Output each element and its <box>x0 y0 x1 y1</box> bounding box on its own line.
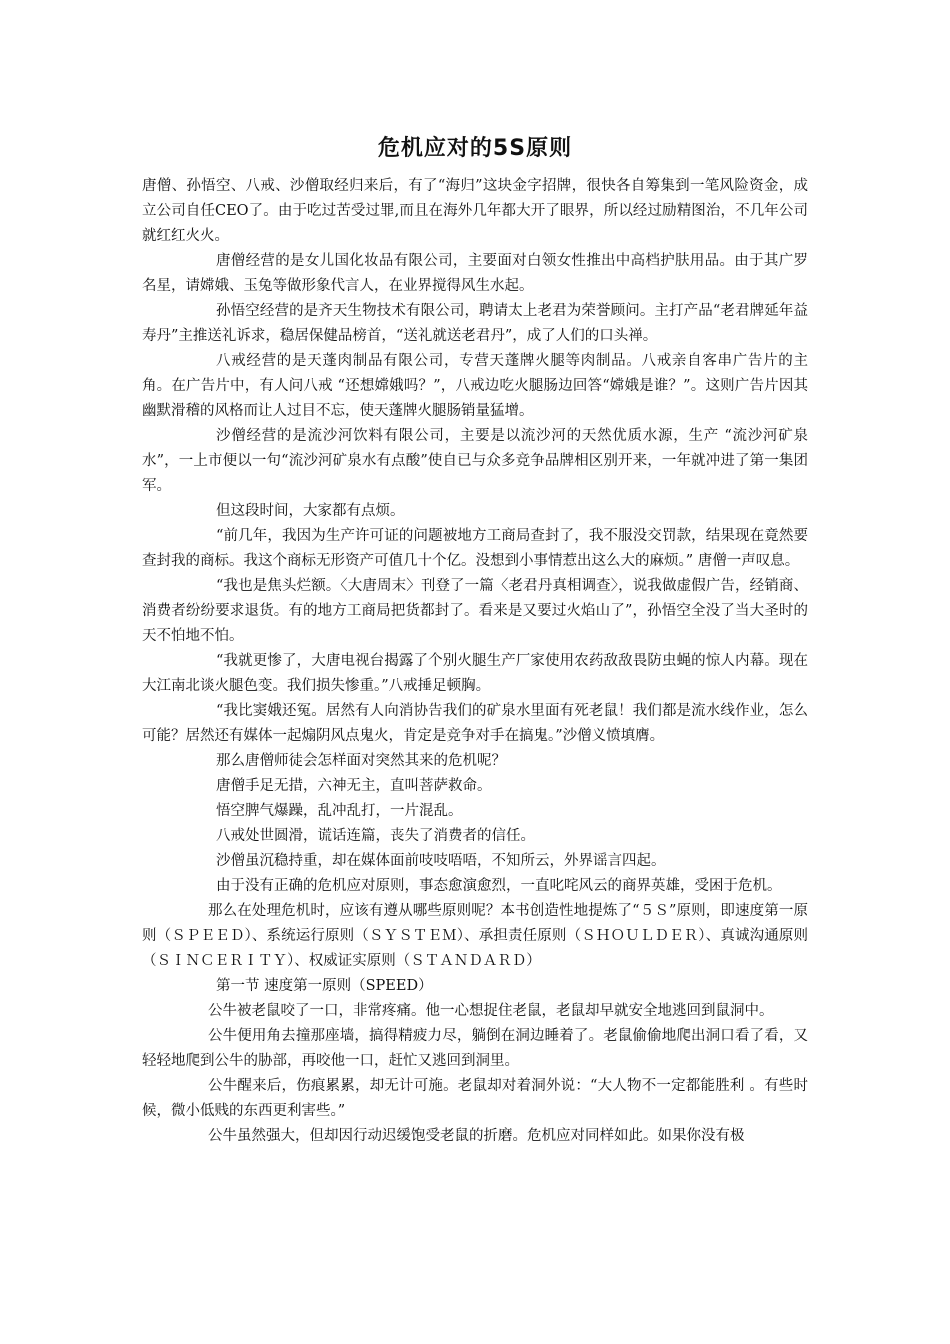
paragraph-bull-bitten: 公牛被老鼠咬了一口，非常疼痛。他一心想捉住老鼠，老鼠却早就安全地逃回到鼠洞中。 <box>208 1003 774 1019</box>
document-title: 危机应对的5S原则 <box>377 136 573 161</box>
paragraph-bull-wakes: 公牛醒来后，伤痕累累，却无计可施。老鼠却对着洞外说：“大人物不一定都能胜利 。有些时候，微小低贱的东西更利害些。” <box>142 1078 808 1119</box>
paragraph-sha-seng-company: 沙僧经营的是流沙河饮料有限公司，主要是以流沙河的天然优质水源，生产 “流沙河矿泉水”，一上市便以一句“流沙河矿泉水有点酸”使自已与众多竞争品牌相区别开来，一年就冲进了第一集团军。 <box>142 428 808 494</box>
paragraph-tang-seng-company: 唐僧经营的是女儿国化妆品有限公司，主要面对白领女性推出中高档护肤用品。由于其广罗名星，请嫦娥、玉兔等做形象代言人，在业界搅得风生水起。 <box>142 253 808 294</box>
paragraph-intro: 唐僧、孙悟空、八戒、沙僧取经归来后，有了“海归”这块金字招牌，很快各自筹集到一笔风险资金，成立公司自任CEO了。由于吃过苦受过罪,而且在海外几年都大开了眼界，所以经过励精图治，不几年公司就红红火火。 <box>142 178 808 244</box>
paragraph-conclusion: 由于没有正确的危机应对原则，事态愈演愈烈，一直叱咤风云的商界英雄，受困于危机。 <box>216 878 782 894</box>
paragraph-bajie-quote: “我就更惨了，大唐电视台揭露了个别火腿生产厂家使用农药敌敌畏防虫蝇的惊人内幕。现在大江南北谈火腿色变。我们损失惨重。”八戒捶足顿胸。 <box>142 653 808 694</box>
paragraph-bajie-company: 八戒经营的是天蓬肉制品有限公司，专营天蓬牌火腿等肉制品。八戒亲自客串广告片的主角。在广告片中，有人问八戒 “还想嫦娥吗？”，八戒边吃火腿肠边回答“嫦娥是谁？”。这则广告片因其幽默滑稽的风格而让人过目不忘，使天蓬牌火腿肠销量猛增。 <box>142 353 808 419</box>
paragraph-question: 那么唐僧师徒会怎样面对突然其来的危机呢？ <box>216 753 506 769</box>
document-body <box>142 174 808 1149</box>
section-heading-speed: 第一节 速度第一原则（SPEED） <box>216 978 433 994</box>
paragraph-bull-moral: 公牛虽然强大，但却因行动迟缓饱受老鼠的折磨。危机应对同样如此。如果你没有极 <box>208 1128 745 1144</box>
paragraph-tang-seng-quote: “前几年，我因为生产许可证的问题被地方工商局查封了，我不服没交罚款，结果现在竟然要查封我的商标。我这个商标无形资产可值几十个亿。没想到小事情惹出这么大的麻烦。” 唐僧一声叹息。 <box>142 528 808 569</box>
paragraph-5s-principles: 那么在处理危机时，应该有遵从哪些原则呢？本书创造性地提炼了“５Ｓ”原则，即速度第一原则（ＳＰＥＥＤ）、系统运行原则（ＳＹＳＴＥＭ）、承担责任原则（ＳＨＯＵＬＤＥＲ）、真诚沟通原则（ＳＩＮＣＥＲＩＴＹ）、权威证实原则（ＳＴＡＮＤＡＲＤ） <box>142 903 808 969</box>
paragraph-tang-seng-reaction: 唐僧手足无措，六神无主，直叫菩萨救命。 <box>216 778 492 794</box>
paragraph-bajie-reaction: 八戒处世圆滑，谎话连篇，丧失了消费者的信任。 <box>216 828 535 844</box>
paragraph-sha-seng-quote: “我比窦娥还冤。居然有人向消协告我们的矿泉水里面有死老鼠！我们都是流水线作业，怎么可能？居然还有媒体一起煽阴风点鬼火，肯定是竞争对手在搞鬼。”沙僧义愤填膺。 <box>142 703 808 744</box>
paragraph-troubles: 但这段时间，大家都有点烦。 <box>216 503 405 519</box>
paragraph-wukong-company: 孙悟空经营的是齐天生物技术有限公司，聘请太上老君为荣誉顾问。主打产品“老君牌延年益寿丹”主推送礼诉求，稳居保健品榜首，“送礼就送老君丹”，成了人们的口头禅。 <box>142 303 808 344</box>
paragraph-bull-wall: 公牛便用角去撞那座墙，搞得精疲力尽，躺倒在洞边睡着了。老鼠偷偷地爬出洞口看了看，又轻轻地爬到公牛的胁部，再咬他一口，赶忙又逃回到洞里。 <box>142 1028 808 1069</box>
paragraph-sha-seng-reaction: 沙僧虽沉稳持重，却在媒体面前吱吱唔唔，不知所云，外界谣言四起。 <box>216 853 666 869</box>
paragraph-wukong-reaction: 悟空脾气爆躁，乱冲乱打，一片混乱。 <box>216 803 463 819</box>
paragraph-wukong-quote: “我也是焦头烂额。〈大唐周末〉刊登了一篇〈老君丹真相调查〉，说我做虚假广告，经销商、消费者纷纷要求退货。有的地方工商局把货都封了。看来是又要过火焰山了”，孙悟空全没了当大圣时的天不怕地不怕。 <box>142 578 808 644</box>
